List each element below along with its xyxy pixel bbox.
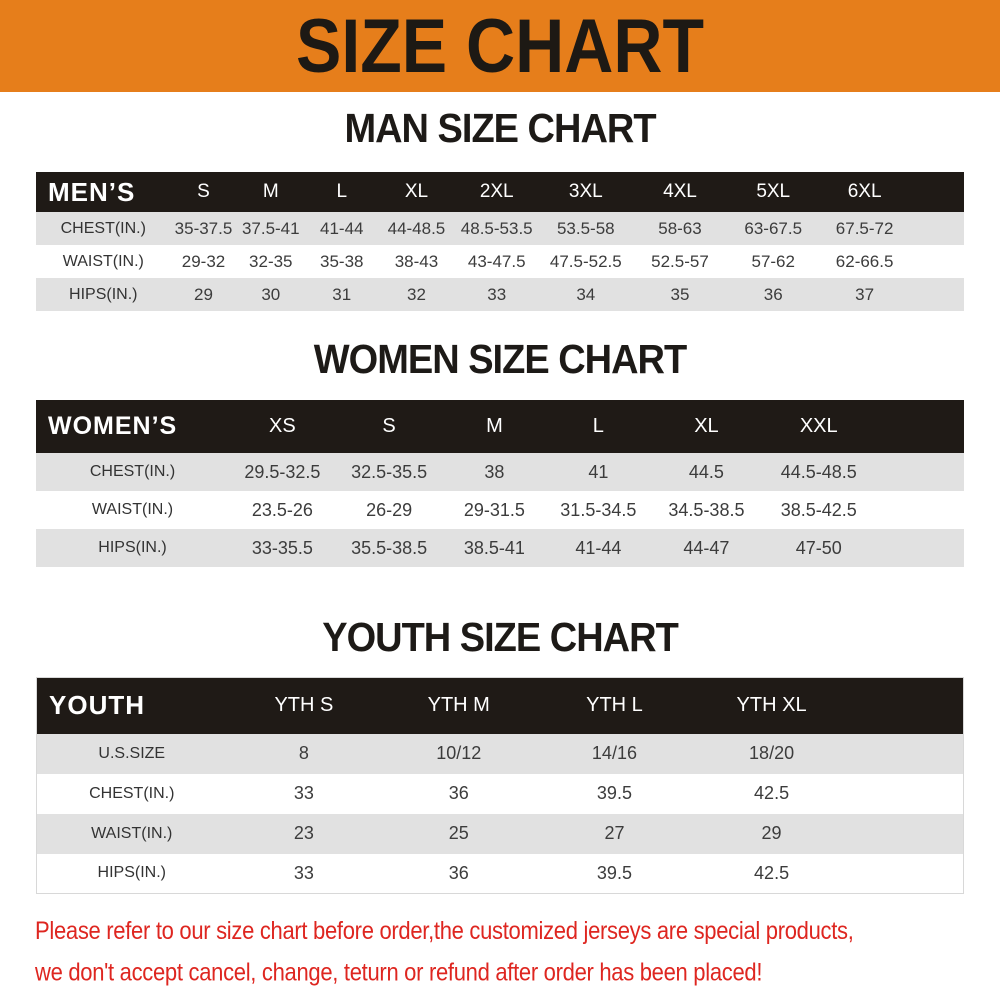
- table-title-cell: YOUTH: [37, 678, 227, 734]
- value-cell: 35-38: [305, 245, 378, 278]
- value-cell: 39.5: [536, 854, 693, 894]
- value-cell: 36: [381, 774, 536, 814]
- women-section-heading: WOMEN SIZE CHART: [313, 337, 687, 383]
- table-row: [37, 774, 964, 814]
- row-label-cell: CHEST(IN.): [36, 453, 229, 491]
- women-size-table: [36, 400, 964, 567]
- row-label-cell: HIPS(IN.): [36, 278, 171, 311]
- size-header-cell: 4XL: [633, 172, 728, 212]
- spacer-cell: [850, 774, 963, 814]
- value-cell: 23: [227, 814, 382, 854]
- value-cell: 38: [442, 453, 546, 491]
- value-cell: 44-48.5: [378, 212, 454, 245]
- size-header-cell: S: [336, 400, 443, 453]
- table-header-row: [36, 400, 964, 453]
- value-cell: 31.5-34.5: [546, 491, 650, 529]
- value-cell: 48.5-53.5: [455, 212, 539, 245]
- table-header-row: [37, 678, 964, 734]
- value-cell: 35.5-38.5: [336, 529, 443, 567]
- size-header-cell: 3XL: [539, 172, 633, 212]
- spacer-cell: [850, 734, 963, 774]
- value-cell: 47.5-52.5: [539, 245, 633, 278]
- value-cell: 37: [819, 278, 910, 311]
- value-cell: 14/16: [536, 734, 693, 774]
- value-cell: 53.5-58: [539, 212, 633, 245]
- value-cell: 67.5-72: [819, 212, 910, 245]
- value-cell: 29-31.5: [442, 491, 546, 529]
- row-label-cell: CHEST(IN.): [37, 774, 227, 814]
- size-header-cell: L: [305, 172, 378, 212]
- value-cell: 62-66.5: [819, 245, 910, 278]
- value-cell: 38.5-41: [442, 529, 546, 567]
- size-header-cell: XS: [229, 400, 336, 453]
- youth-section-heading: YOUTH SIZE CHART: [322, 615, 678, 661]
- footer-disclaimer-line1: Please refer to our size chart before order,the customized jerseys are special products,: [35, 916, 854, 945]
- value-cell: 52.5-57: [633, 245, 728, 278]
- value-cell: 63-67.5: [727, 212, 819, 245]
- size-header-cell: 5XL: [727, 172, 819, 212]
- value-cell: 10/12: [381, 734, 536, 774]
- value-cell: 41: [546, 453, 650, 491]
- banner: [0, 0, 1000, 92]
- spacer-cell: [875, 529, 964, 567]
- spacer-cell: [910, 245, 964, 278]
- row-label-cell: HIPS(IN.): [37, 854, 227, 894]
- value-cell: 44-47: [650, 529, 762, 567]
- value-cell: 58-63: [633, 212, 728, 245]
- value-cell: 38-43: [378, 245, 454, 278]
- value-cell: 29: [171, 278, 237, 311]
- footer-disclaimer-line2: we don't accept cancel, change, teturn or refund after order has been placed!: [35, 958, 763, 987]
- spacer-cell: [910, 278, 964, 311]
- table-row: [36, 453, 964, 491]
- value-cell: 44.5: [650, 453, 762, 491]
- value-cell: 29-32: [171, 245, 237, 278]
- value-cell: 31: [305, 278, 378, 311]
- value-cell: 37.5-41: [236, 212, 305, 245]
- table-row: [36, 212, 964, 245]
- spacer-cell: [910, 212, 964, 245]
- table-row: [37, 734, 964, 774]
- value-cell: 29: [693, 814, 851, 854]
- value-cell: 39.5: [536, 774, 693, 814]
- size-header-cell: YTH L: [536, 678, 693, 734]
- value-cell: 26-29: [336, 491, 443, 529]
- table-header-row: [36, 172, 964, 212]
- spacer-cell: [875, 453, 964, 491]
- spacer-cell: [850, 814, 963, 854]
- row-label-cell: CHEST(IN.): [36, 212, 171, 245]
- row-label-cell: WAIST(IN.): [37, 814, 227, 854]
- value-cell: 41-44: [546, 529, 650, 567]
- value-cell: 42.5: [693, 854, 851, 894]
- value-cell: 33: [455, 278, 539, 311]
- value-cell: 33-35.5: [229, 529, 336, 567]
- table-title-cell: MEN’S: [36, 172, 171, 212]
- row-label-cell: WAIST(IN.): [36, 491, 229, 529]
- footer-disclaimer: [0, 910, 1000, 993]
- value-cell: 8: [227, 734, 382, 774]
- table-row: [36, 278, 964, 311]
- value-cell: 35: [633, 278, 728, 311]
- spacer-cell: [875, 400, 964, 453]
- value-cell: 32: [378, 278, 454, 311]
- value-cell: 35-37.5: [171, 212, 237, 245]
- value-cell: 18/20: [693, 734, 851, 774]
- value-cell: 42.5: [693, 774, 851, 814]
- size-header-cell: 6XL: [819, 172, 910, 212]
- spacer-cell: [875, 491, 964, 529]
- value-cell: 33: [227, 854, 382, 894]
- value-cell: 29.5-32.5: [229, 453, 336, 491]
- size-header-cell: M: [236, 172, 305, 212]
- table-row: [36, 245, 964, 278]
- value-cell: 30: [236, 278, 305, 311]
- value-cell: 47-50: [763, 529, 875, 567]
- size-header-cell: YTH S: [227, 678, 382, 734]
- man-size-table: [36, 172, 964, 311]
- value-cell: 23.5-26: [229, 491, 336, 529]
- row-label-cell: U.S.SIZE: [37, 734, 227, 774]
- man-section-heading: MAN SIZE CHART: [344, 106, 656, 152]
- table-row: [36, 529, 964, 567]
- size-header-cell: M: [442, 400, 546, 453]
- size-header-cell: YTH XL: [693, 678, 851, 734]
- spacer-cell: [850, 678, 963, 734]
- size-header-cell: L: [546, 400, 650, 453]
- value-cell: 41-44: [305, 212, 378, 245]
- value-cell: 36: [381, 854, 536, 894]
- value-cell: 33: [227, 774, 382, 814]
- value-cell: 36: [727, 278, 819, 311]
- value-cell: 38.5-42.5: [763, 491, 875, 529]
- value-cell: 27: [536, 814, 693, 854]
- value-cell: 34.5-38.5: [650, 491, 762, 529]
- size-header-cell: 2XL: [455, 172, 539, 212]
- size-header-cell: XL: [378, 172, 454, 212]
- value-cell: 25: [381, 814, 536, 854]
- value-cell: 43-47.5: [455, 245, 539, 278]
- page-title: SIZE CHART: [296, 3, 704, 89]
- size-header-cell: XXL: [763, 400, 875, 453]
- table-row: [36, 491, 964, 529]
- spacer-cell: [910, 172, 964, 212]
- spacer-cell: [850, 854, 963, 894]
- value-cell: 34: [539, 278, 633, 311]
- table-row: [37, 854, 964, 894]
- row-label-cell: HIPS(IN.): [36, 529, 229, 567]
- youth-size-table: [36, 677, 964, 894]
- row-label-cell: WAIST(IN.): [36, 245, 171, 278]
- value-cell: 57-62: [727, 245, 819, 278]
- size-header-cell: S: [171, 172, 237, 212]
- size-header-cell: XL: [650, 400, 762, 453]
- value-cell: 32.5-35.5: [336, 453, 443, 491]
- value-cell: 32-35: [236, 245, 305, 278]
- table-row: [37, 814, 964, 854]
- table-title-cell: WOMEN’S: [36, 400, 229, 453]
- value-cell: 44.5-48.5: [763, 453, 875, 491]
- size-header-cell: YTH M: [381, 678, 536, 734]
